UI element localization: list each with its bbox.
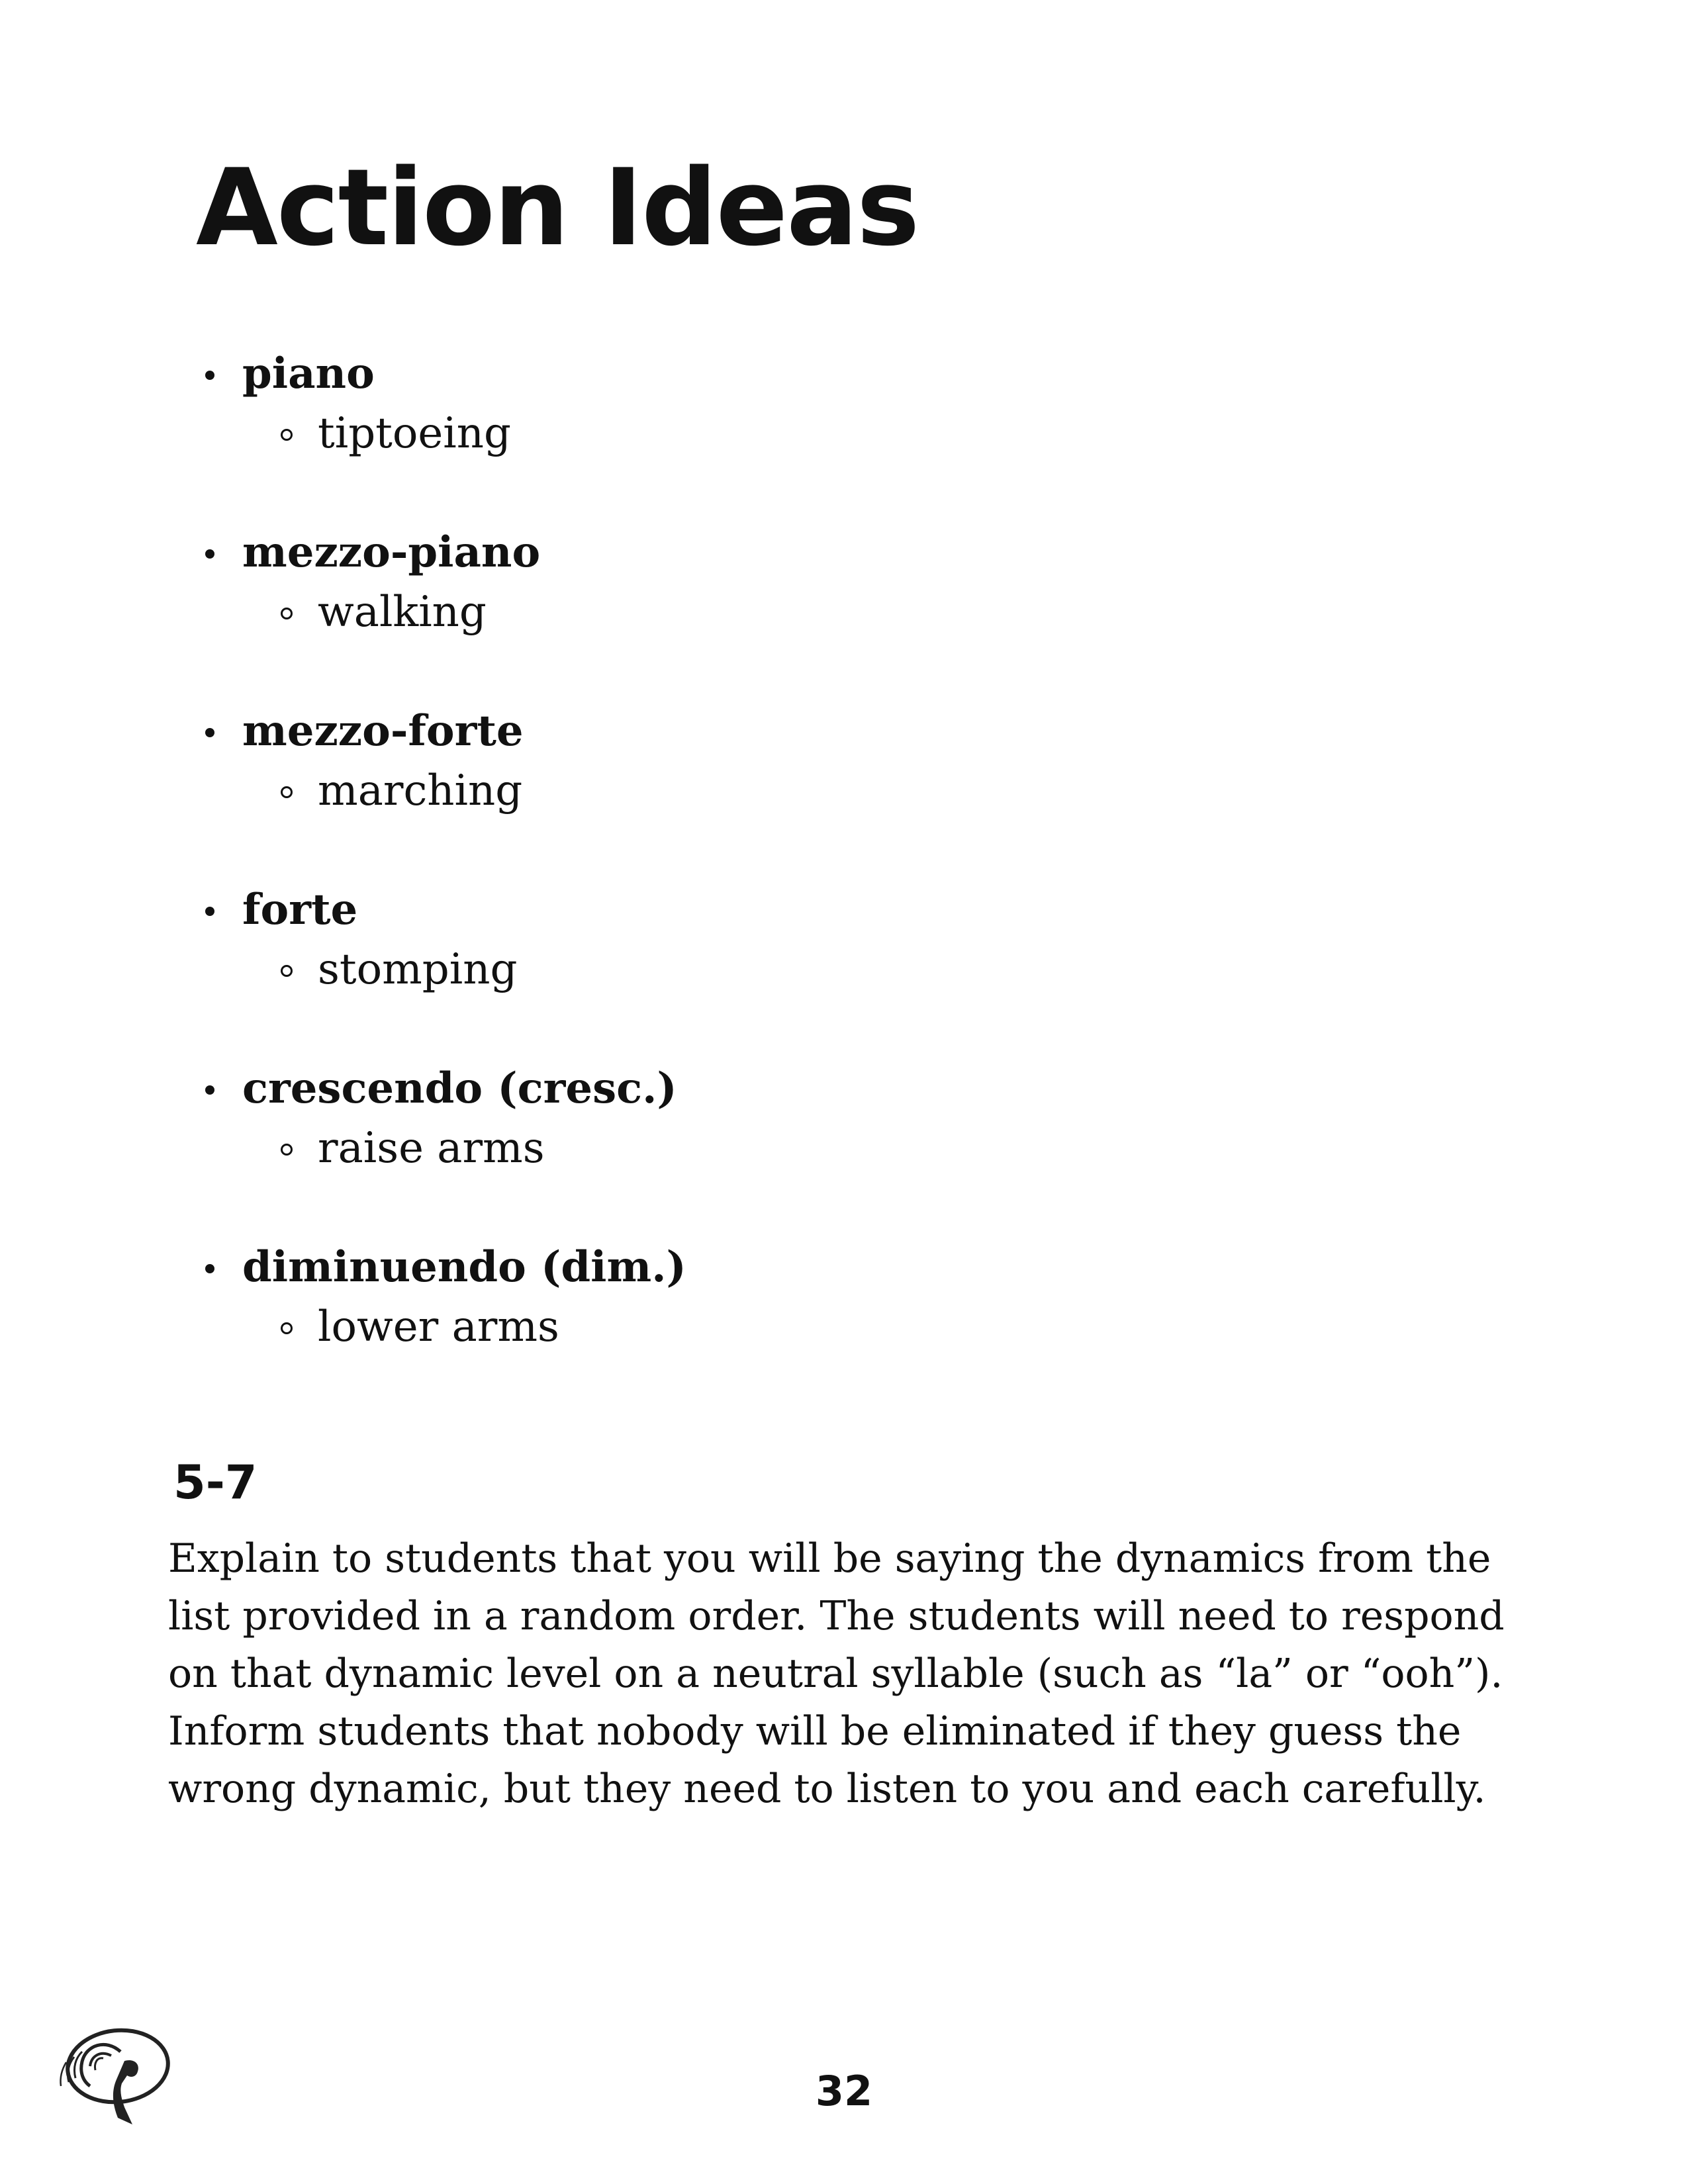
bullet-icon: [205, 1085, 214, 1095]
dynamic-action: lower arms: [318, 1302, 559, 1351]
sub-bullet-icon: [281, 429, 293, 441]
page-title: Action Ideas: [196, 146, 919, 269]
singer-logo-icon: [40, 2025, 172, 2131]
dynamic-action: marching: [318, 766, 523, 815]
page-number: 32: [815, 2067, 873, 2115]
sub-bullet-icon: [281, 1322, 293, 1334]
bullet-icon: [205, 371, 214, 380]
dynamic-action: tiptoeing: [318, 409, 511, 458]
bullet-icon: [205, 1264, 214, 1273]
dynamic-action: stomping: [318, 945, 518, 994]
bullet-icon: [205, 728, 214, 737]
dynamic-term: crescendo (cresc.): [242, 1064, 677, 1113]
sub-bullet-icon: [281, 1144, 293, 1156]
dynamic-action: raise arms: [318, 1124, 545, 1173]
dynamic-term: mezzo-piano: [242, 527, 541, 577]
bullet-icon: [205, 549, 214, 559]
dynamic-term: piano: [242, 349, 375, 398]
dynamic-action: walking: [318, 588, 487, 637]
bullet-icon: [205, 907, 214, 916]
instruction-paragraph: Explain to students that you will be saying the dynamics from the list provided in a random order. The students will need to respond on that dynamic level on a neutral syllable (such as “la” or “ooh”). Inform students that nobody will be eliminated if they guess the wrong dynamic, but they need to listen to you and each carefully.: [168, 1535, 1505, 1812]
dynamic-term: forte: [242, 885, 358, 934]
section-heading: 5-7: [173, 1455, 258, 1510]
dynamic-term: diminuendo (dim.): [242, 1242, 686, 1292]
sub-bullet-icon: [281, 786, 293, 798]
dynamic-term: mezzo-forte: [242, 706, 524, 756]
sub-bullet-icon: [281, 608, 293, 619]
sub-bullet-icon: [281, 965, 293, 977]
